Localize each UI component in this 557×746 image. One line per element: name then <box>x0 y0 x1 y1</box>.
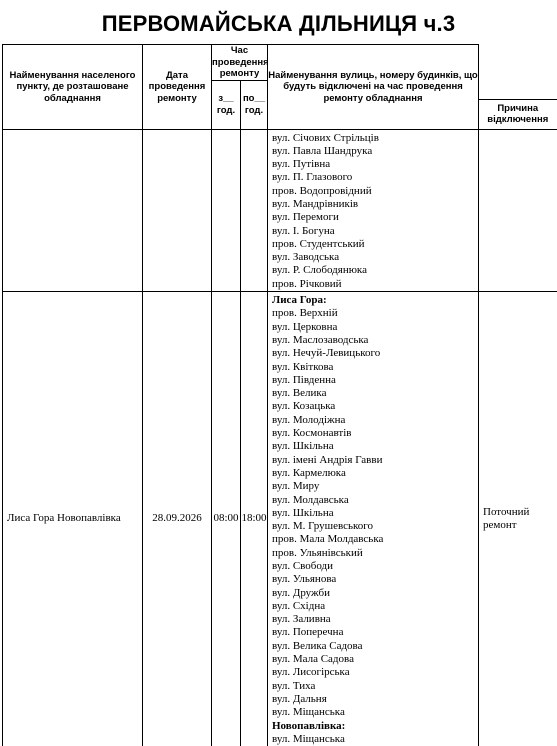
time-from-cell: 08:00 <box>212 292 241 746</box>
street-item: вул. Лисогірська <box>272 666 350 679</box>
street-item: вул. Маслозаводська <box>272 333 369 346</box>
street-item: вул. Січових Стрільців <box>272 131 379 144</box>
street-item: вул. Ульянова <box>272 573 337 586</box>
street-item: вул. М. Грушевського <box>272 520 374 533</box>
street-item: вул. Заливна <box>272 613 331 626</box>
street-item: вул. Перемоги <box>272 211 339 224</box>
header-time-to: по__ год. <box>241 80 268 129</box>
page-title: ПЕРВОМАЙСЬКА ДІЛЬНИЦЯ ч.3 <box>101 11 456 36</box>
reason-cell: Поточний ремонт <box>479 292 557 746</box>
header-time: Час проведення ремонту <box>212 45 269 79</box>
street-item: вул. Поперечна <box>272 626 344 639</box>
street-item: пров. Верхній <box>272 307 338 320</box>
street-item: вул. Молодіжна <box>272 413 346 426</box>
street-item: вул. Дальня <box>272 692 327 705</box>
street-item: вул. Свободи <box>272 560 334 572</box>
date-cell: 28.09.2026 <box>143 292 212 746</box>
header-time-from: з__ год. <box>212 80 241 129</box>
reason-cell <box>479 129 557 292</box>
street-item: вул. Нечуй-Левицького <box>272 347 381 360</box>
street-item: вул. Дружби <box>272 586 330 599</box>
street-item: вул. Квіткова <box>272 360 334 373</box>
settlement-cell: Лиса Гора Новопавлівка <box>3 292 143 746</box>
street-item: вул. Міщанська <box>272 732 345 745</box>
street-item: вул. Павла Шандрука <box>272 144 373 157</box>
street-item: пров. Мала Молдавська <box>272 533 384 546</box>
street-item: вул. І. Богуна <box>272 224 335 237</box>
street-item: вул. Миру <box>272 480 320 493</box>
street-item: вул. Велика <box>272 387 327 400</box>
table-row <box>3 292 557 746</box>
settlement-heading: Новопавлівка: <box>272 719 346 732</box>
street-item: пров. Студентський <box>272 237 365 250</box>
street-item: вул. Східна <box>272 599 326 612</box>
street-item: вул. Мандрівників <box>272 197 359 210</box>
street-item: вул. Путівна <box>272 158 331 171</box>
street-item: вул. Шкільна <box>272 506 334 519</box>
street-item: вул. Велика Садова <box>272 639 363 652</box>
street-item: вул. Міщанська <box>272 706 345 719</box>
header-reason-spacer <box>479 80 557 99</box>
street-item: вул. Заводська <box>272 251 340 264</box>
street-item: пров. Водопровідний <box>272 184 372 197</box>
table-row <box>3 129 557 292</box>
street-item: вул. Космонавтів <box>272 427 352 440</box>
time-to-cell <box>241 129 268 292</box>
street-item: вул. Церковна <box>272 320 338 333</box>
street-item: вул. Мала Садова <box>272 653 354 666</box>
streets-cell <box>268 129 479 292</box>
streets-cell <box>268 292 479 746</box>
header-reason-blank <box>479 45 557 81</box>
street-item: вул. Південна <box>272 373 336 386</box>
street-item: вул. П. Глазового <box>272 171 353 184</box>
street-item: вул. Молдавська <box>272 493 349 506</box>
settlement-heading: Лиса Гора: <box>272 294 327 307</box>
street-item: вул. Шкільна <box>272 440 334 453</box>
street-item: вул. імені Андрія Гавви <box>272 453 383 466</box>
outage-schedule-table <box>2 44 557 746</box>
header-streets: Найменування вулиць, номеру будинків, що будуть відключені на час проведення ремонту обладнання <box>268 45 479 130</box>
street-item: вул. Кармелюка <box>272 466 346 479</box>
street-item: вул. Козацька <box>272 400 336 413</box>
time-from-cell <box>212 129 241 292</box>
street-item: пров. Річковий <box>272 277 342 290</box>
header-reason: Причина відключення <box>479 99 557 129</box>
street-item: вул. Р. Слободянюка <box>272 264 367 277</box>
header-date: Дата проведення ремонту <box>143 45 212 130</box>
street-item: пров. Ульянівський <box>272 546 363 559</box>
settlement-cell <box>3 129 143 292</box>
date-cell <box>143 129 212 292</box>
street-item: вул. Тиха <box>272 679 316 692</box>
header-settlement: Найменування населеного пункту, де розташоване обладнання <box>3 45 143 130</box>
time-to-cell: 18:00 <box>241 292 268 746</box>
